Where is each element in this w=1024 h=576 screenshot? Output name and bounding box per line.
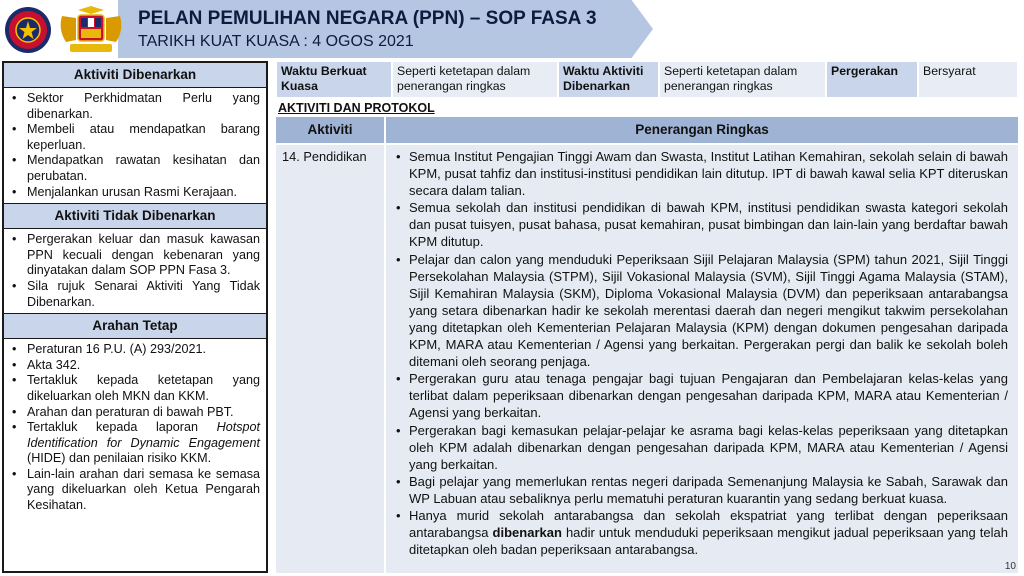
not-allowed-activities-section <box>4 204 266 314</box>
column-header-description: Penerangan Ringkas <box>386 117 1018 143</box>
list-item <box>10 420 260 467</box>
directives-section <box>4 314 266 517</box>
description-list <box>392 148 1008 558</box>
list-item: • Sektor Perkhidmatan Perlu yang dibenarkan. <box>10 91 260 122</box>
slide-header <box>0 0 1024 58</box>
movement-value: Bersyarat <box>918 61 1018 98</box>
hotspot-text-after: (HIDE) dan penilaian risiko KKM. <box>27 451 212 466</box>
list-item: • Menjalankan urusan Rasmi Kerajaan. <box>10 185 260 201</box>
hotspot-italic: Hotspot Identification for Dynamic Engagement <box>27 420 260 450</box>
list-item: • Tertakluk kepada ketetapan yang dikeluarkan oleh MKN dan KKM. <box>10 373 260 404</box>
activity-time-value: Seperti ketetapan dalam penerangan ringkas <box>659 61 826 98</box>
list-item: • Arahan dan peraturan di bawah PBT. <box>10 405 260 421</box>
list-item: • Bagi pelajar yang memerlukan rentas negeri daripada Semenanjung Malaysia ke Sabah, Sarawak dan WP Labuan atau sebaliknya perlu mematuhi peraturan kuarantin yang sedang berkuat kuasa. <box>392 473 1008 507</box>
not-allowed-activities-heading: Aktiviti Tidak Dibenarkan <box>4 204 266 229</box>
list-item: • Membeli atau mendapatkan barang keperluan. <box>10 122 260 153</box>
malaysia-coat-of-arms <box>56 4 126 56</box>
list-item <box>392 507 1008 558</box>
movement-label: Pergerakan <box>826 61 918 98</box>
hours-value: Seperti ketetapan dalam penerangan ringkas <box>392 61 558 98</box>
effective-date: TARIKH KUAT KUASA : 4 OGOS 2021 <box>138 33 414 50</box>
page-number: 10 <box>1004 561 1016 572</box>
last-bullet-after: hadir untuk menduduki peperiksaan mengikut jadual peperiksaan yang telah ditetapkan oleh badan peperiksaan antarabangsa. <box>409 525 1008 558</box>
list-item: • Peraturan 16 P.U. (A) 293/2021. <box>10 342 260 358</box>
allowed-activities-heading: Aktiviti Dibenarkan <box>4 63 266 88</box>
list-item: • Semua Institut Pengajian Tinggi Awam dan Swasta, Institut Latihan Kemahiran, sekolah selain di bawah KPM, pusat tahfiz dan institusi-institusi pendidikan lain ditutup. IPT di bawah kawal selia KPT diteruskan secara dalam talian. <box>392 148 1008 199</box>
hotspot-text-before: Tertakluk kepada laporan <box>27 420 217 435</box>
allowed-activities-section <box>4 63 266 204</box>
directives-list <box>4 339 266 517</box>
last-bullet-bold: dibenarkan <box>492 525 562 541</box>
hours-label: Waktu Berkuat Kuasa <box>276 61 392 98</box>
list-item: • Pelajar dan calon yang menduduki Peperiksaan Sijil Pelajaran Malaysia (SPM) tahun 2021, Sijil Tinggi Persekolahan Malaysia (STPM), Sijil Vokasional Malaysia (SVM), Sijil Tinggi Agama Malaysia (STAM), Sijil Kemahiran Malaysia (SKM), Diploma Vokasional Malaysia (DVM) dan peperiksaan antarabangsa yang setara dibenarkan hadir ke sekolah merentasi daerah dan negeri mengikut takwim persekolahan yang ditetapkan oleh Kementerian Pelajaran Malaysia (KPM) dengan dokumen pengesahan daripada KPM, MARA atau Kementerian / Agensi yang berkaitan. Pergerakan pergi dan balik ke sekolah boleh ditemani oleh seorang penjaga. <box>392 251 1008 371</box>
activities-table <box>276 117 1018 573</box>
activity-cell: 14. Pendidikan <box>276 145 384 573</box>
list-item: • Mendapatkan rawatan kesihatan dan perubatan. <box>10 153 260 184</box>
description-cell <box>386 145 1018 573</box>
list-item: • Pergerakan keluar dan masuk kawasan PPN kecuali dengan kebenaran yang dinyatakan dalam SOP PPN Fasa 3. <box>10 232 260 279</box>
list-item: • Lain-lain arahan dari semasa ke semasa yang dikeluarkan oleh Ketua Pengarah Kesihatan. <box>10 467 260 514</box>
list-item: • Sila rujuk Senarai Aktiviti Yang Tidak Dibenarkan. <box>10 279 260 310</box>
directives-heading: Arahan Tetap <box>4 314 266 339</box>
list-item: • Pergerakan guru atau tenaga pengajar bagi tujuan Pengajaran dan Pembelajaran kelas-kelas yang terlibat dalam peperiksaan dibenarkan dengan pengesahan daripada KPM, MARA atau Kementerian / Agensi yang berkaitan. <box>392 370 1008 421</box>
list-item: • Akta 342. <box>10 358 260 374</box>
not-allowed-activities-list <box>4 229 266 313</box>
info-bar <box>276 61 1018 98</box>
mkn-logo <box>4 6 52 54</box>
list-item: • Semua sekolah dan institusi pendidikan di bawah KPM, institusi pendidikan swasta kategori sekolah dan pusat tuisyen, pusat bahasa, pusat kemahiran, pusat bimbingan dan lain-lain yang berdaftar bawah KPM ditutup. <box>392 199 1008 250</box>
page-title: PELAN PEMULIHAN NEGARA (PPN) – SOP FASA 3 <box>138 8 597 29</box>
allowed-activities-list <box>4 88 266 203</box>
last-bullet-before: Hanya murid sekolah antarabangsa dan sekolah ekspatriat yang terlibat dengan peperiksaan antarabangsa <box>409 507 1008 541</box>
activity-time-label: Waktu Aktiviti Dibenarkan <box>558 61 659 98</box>
section-title: AKTIVITI DAN PROTOKOL <box>278 101 435 115</box>
list-item: • Pergerakan bagi kemasukan pelajar-pelajar ke asrama bagi kelas-kelas peperiksaan yang ditetapkan oleh KPM adalah dibenarkan dengan pengesahan daripada KPM, MARA atau Kementerian / Agensi yang berkaitan. <box>392 422 1008 473</box>
column-header-activity: Aktiviti <box>276 117 384 143</box>
left-panel <box>2 61 268 573</box>
